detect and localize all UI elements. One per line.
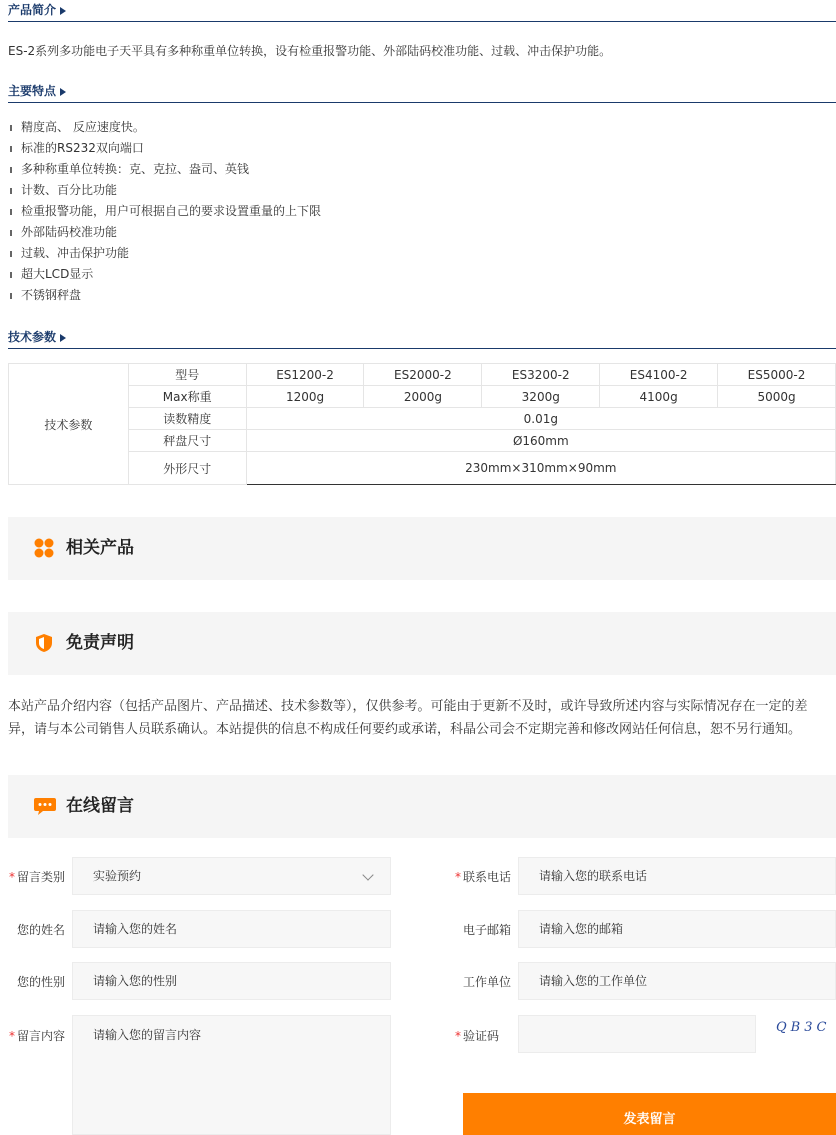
product-intro-text: ES-2系列多功能电子天平具有多种称重单位转换，设有检重报警功能、外部陆码校准功能、过载、冲击保护功能。 [8,44,612,58]
disclaimer-text: 本站产品介绍内容（包括产品图片、产品描述、技术参数等），仅供参考。可能由于更新不及时，或许导致所述内容与实际情况存在一定的差异，请与本公司销售人员联系确认。本站提供的信息不构成任何要约或承诺，科晶公司会不定期完善和修改网站任何信息，恕不另行通知。 [8,699,808,737]
table-cell: ES4100-2 [600,364,718,386]
gender-input[interactable]: 请输入您的性别 [72,962,391,1000]
grid-icon [34,538,54,558]
chat-bubble-icon [34,796,56,816]
required-mark: * [8,870,15,884]
table-cell: ES3200-2 [482,364,600,386]
table-cell: 3200g [482,386,600,408]
list-item: 超大LCD显示 [8,264,321,285]
category-select[interactable] [72,857,391,895]
list-item: 标准的RS232双向端口 [8,138,321,159]
section-heading-intro [8,0,836,22]
section-heading-features [8,81,836,103]
table-row [9,430,836,452]
table-cell: 秤盘尺寸 [128,430,246,452]
play-arrow-icon [60,7,66,15]
table-cell: 0.01g [246,408,835,430]
table-row [9,386,836,408]
captcha-input[interactable] [518,1015,756,1053]
company-label: 工作单位 [462,975,511,989]
list-item: 精度高、 反应速度快。 [8,117,321,138]
category-label: * 留言类别 [8,870,65,884]
table-cell: 外形尺寸 [128,452,246,485]
table-cell: 2000g [364,386,482,408]
chevron-down-icon [362,869,373,880]
required-mark: * [454,870,461,884]
table-cell: Max称重 [128,386,246,408]
table-cell: 1200g [246,386,364,408]
play-arrow-icon [60,334,66,342]
table-cell: ES1200-2 [246,364,364,386]
section-title: 主要特点 [8,84,57,98]
spec-table [8,363,836,485]
disclaimer-panel [8,612,836,675]
table-cell: 230mm×310mm×90mm [246,452,835,485]
table-cell: ES2000-2 [364,364,482,386]
content-label: * 留言内容 [8,1029,65,1043]
list-item: 不锈钢秤盘 [8,285,321,306]
table-row [9,452,836,485]
required-mark: * [454,1029,461,1043]
category-value: 实验预约 [93,869,142,883]
list-item: 多种称重单位转换：克、克拉、盎司、英钱 [8,159,321,180]
panel-title: 在线留言 [66,796,134,816]
email-input[interactable]: 请输入您的邮箱 [518,910,836,948]
list-item: 外部陆码校准功能 [8,222,321,243]
panel-title: 相关产品 [66,538,134,558]
email-label: 电子邮箱 [462,923,511,937]
name-label: 您的姓名 [16,923,65,937]
list-item: 过载、冲击保护功能 [8,243,321,264]
panel-title: 免责声明 [66,633,134,653]
gender-label: 您的性别 [16,975,65,989]
table-cell: 型号 [128,364,246,386]
phone-input[interactable]: 请输入您的联系电话 [518,857,836,895]
captcha-image[interactable]: QB3C [776,1020,831,1035]
list-item: 计数、百分比功能 [8,180,321,201]
related-products-panel [8,517,836,580]
section-title: 技术参数 [8,330,57,344]
play-arrow-icon [60,88,66,96]
phone-label: * 联系电话 [454,870,511,884]
table-cell: 4100g [600,386,718,408]
required-mark: * [8,1029,15,1043]
message-panel [8,775,836,838]
table-cell: 技术参数 [9,364,129,485]
company-input[interactable]: 请输入您的工作单位 [518,962,836,1000]
section-heading-params [8,327,836,349]
table-row [9,364,836,386]
shield-icon [34,633,54,653]
section-title: 产品简介 [8,3,57,17]
table-cell: ES5000-2 [718,364,836,386]
table-cell: 读数精度 [128,408,246,430]
captcha-label: * 验证码 [454,1029,499,1043]
submit-button[interactable]: 发表留言 [463,1093,836,1135]
table-row [9,408,836,430]
table-cell: Ø160mm [246,430,835,452]
content-textarea[interactable]: 请输入您的留言内容 [72,1015,391,1135]
name-input[interactable]: 请输入您的姓名 [72,910,391,948]
feature-list [8,117,321,306]
table-cell: 5000g [718,386,836,408]
list-item: 检重报警功能，用户可根据自己的要求设置重量的上下限 [8,201,321,222]
